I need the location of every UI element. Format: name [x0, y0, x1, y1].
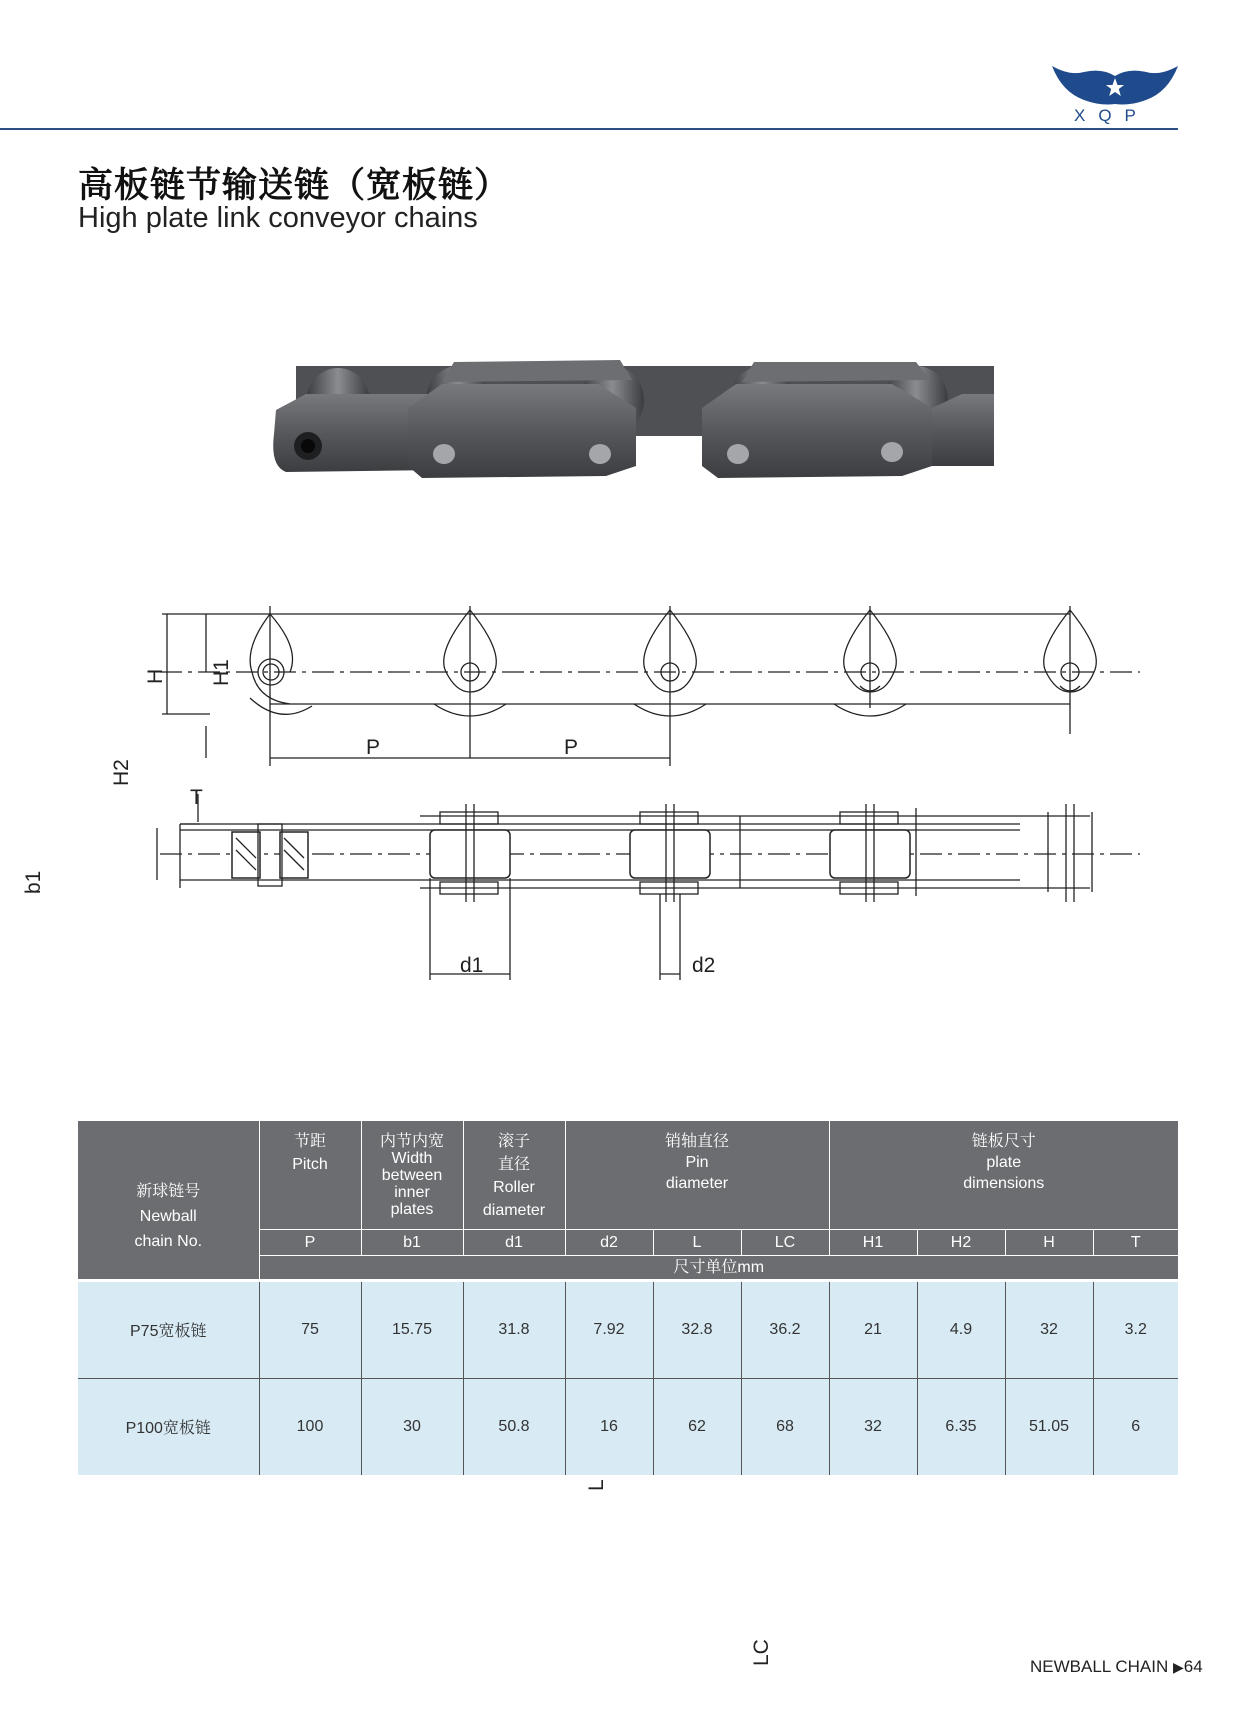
header-chain-no: 新球链号 Newball chain No.: [78, 1121, 259, 1280]
label-b1: b1: [22, 870, 45, 894]
play-arrow-icon: ▶: [1172, 1659, 1184, 1675]
table-row: P100宽板链 100 30 50.8 16 62 68 32 6.35 51.05 6: [78, 1378, 1178, 1475]
footer-brand: NEWBALL CHAIN: [1030, 1657, 1169, 1676]
symbol-d1: d1: [463, 1229, 565, 1255]
symbol-b1: b1: [361, 1229, 463, 1255]
label-d1: d1: [460, 954, 484, 977]
symbol-LC: LC: [741, 1229, 829, 1255]
header-pin: 销轴直径 Pin diameter: [565, 1121, 829, 1229]
page-footer: [1030, 1657, 1203, 1677]
label-d2: d2: [692, 954, 716, 977]
symbol-H1: H1: [829, 1229, 917, 1255]
header-rule: [0, 128, 1178, 130]
top-view-rollers: [232, 804, 1092, 902]
symbol-L: L: [653, 1229, 741, 1255]
symbol-H: H: [1005, 1229, 1093, 1255]
symbol-T: T: [1093, 1229, 1178, 1255]
title-chinese: 高板链节输送链（宽板链）: [78, 166, 511, 206]
label-P-2: P: [564, 736, 579, 759]
spec-table: [78, 1121, 1178, 1475]
header-plate: 链板尺寸 plate dimensions: [829, 1121, 1178, 1229]
header-roller: 滚子 直径 Roller diameter: [463, 1121, 565, 1229]
unit-row: 尺寸单位mm: [259, 1255, 1178, 1280]
symbol-H2: H2: [917, 1229, 1005, 1255]
title-english: High plate link conveyor chains: [78, 202, 478, 234]
label-H: H: [144, 668, 167, 684]
table-row: P75宽板链 75 15.75 31.8 7.92 32.8 36.2 21 4.9 32 3.2: [78, 1280, 1178, 1378]
label-LC: LC: [750, 1639, 773, 1666]
symbol-P: P: [259, 1229, 361, 1255]
label-P-1: P: [366, 736, 381, 759]
side-view-dimensions: [162, 614, 670, 758]
logo-text: XQP: [1074, 106, 1149, 125]
header-pitch: 节距 Pitch: [259, 1121, 361, 1229]
header-width: 内节内宽 Width between inner plates: [361, 1121, 463, 1229]
label-H1: H1: [210, 659, 233, 686]
label-T: T: [190, 786, 203, 809]
label-L: L: [585, 1479, 608, 1491]
symbol-d2: d2: [565, 1229, 653, 1255]
page-number: 64: [1183, 1657, 1203, 1676]
label-H2: H2: [110, 759, 133, 786]
chain-photo: [266, 354, 994, 490]
